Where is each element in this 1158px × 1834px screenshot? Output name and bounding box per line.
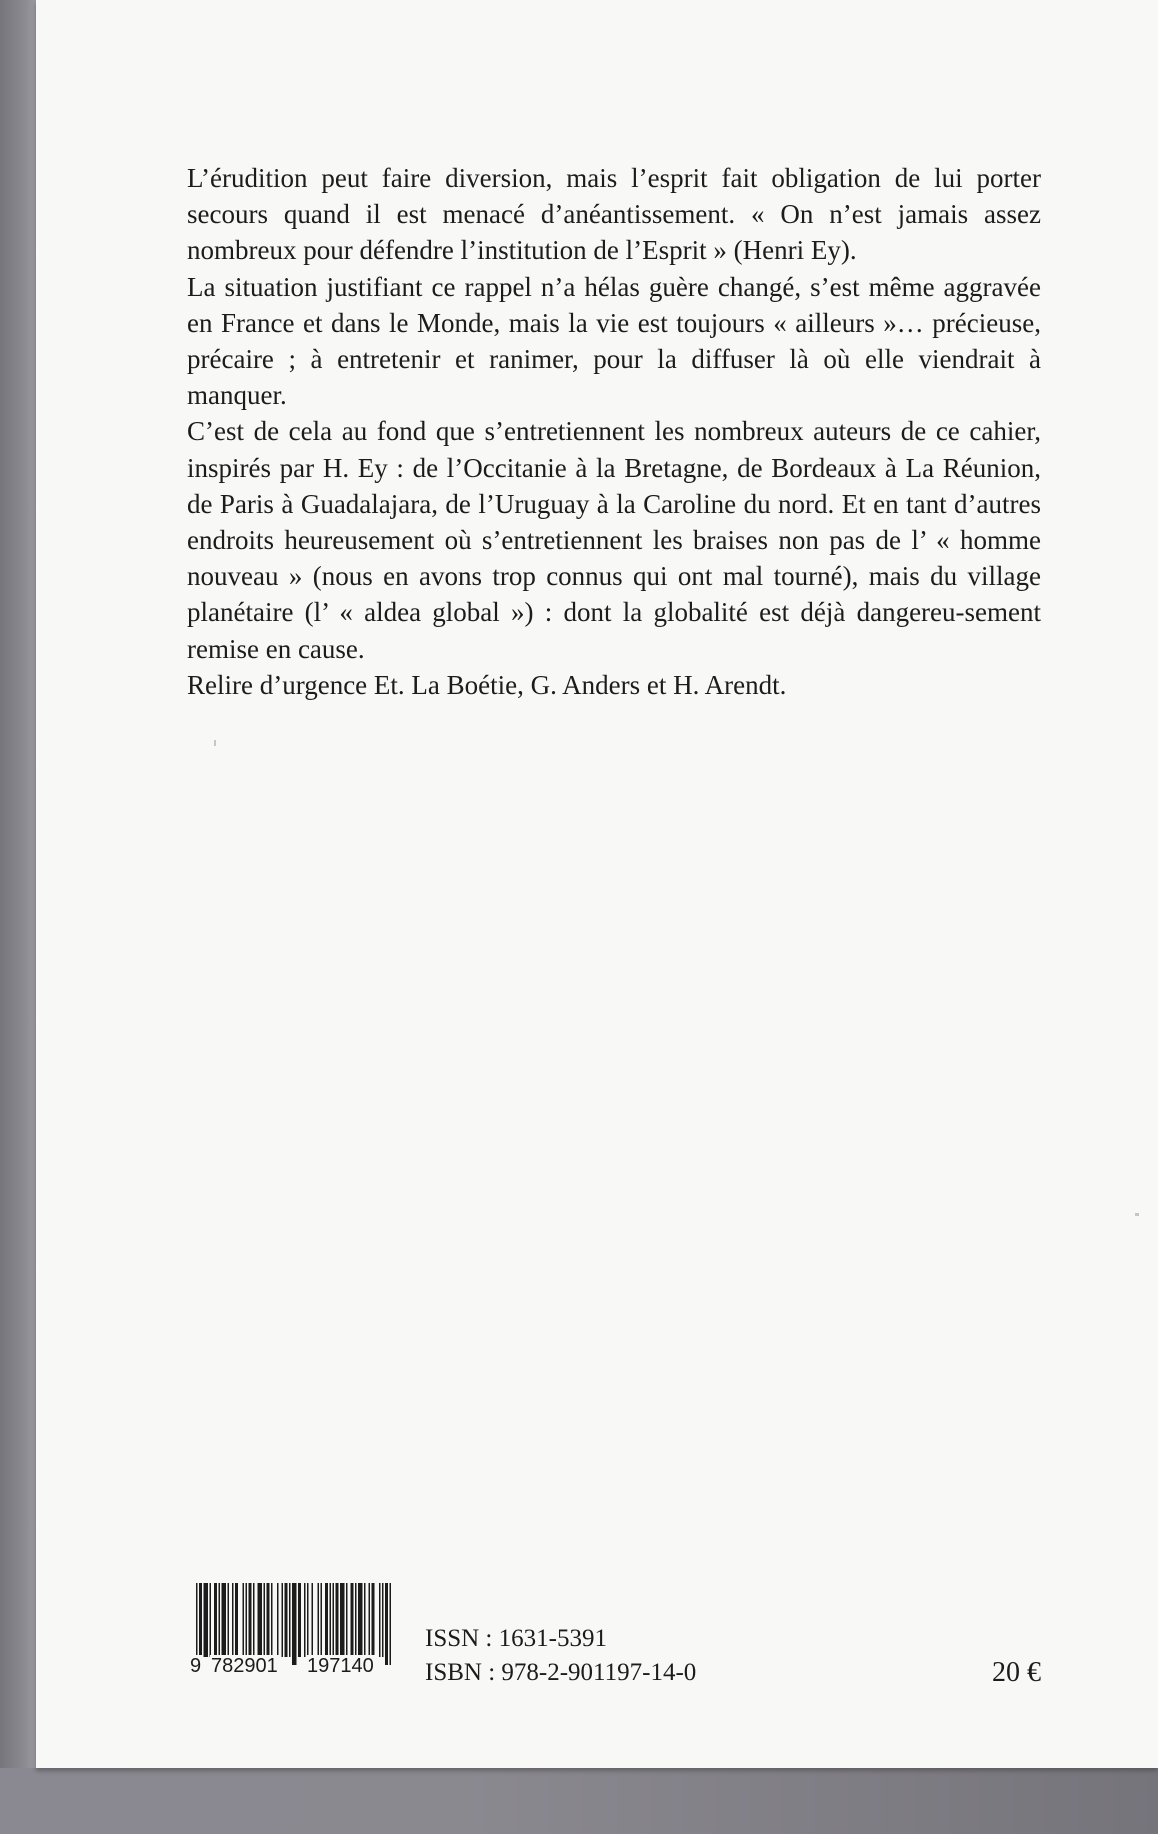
barcode-bar (204, 1583, 209, 1657)
barcode-bar (298, 1583, 301, 1657)
isbn-barcode (194, 1583, 392, 1665)
barcode-bar (355, 1583, 357, 1657)
barcode-bar (369, 1583, 371, 1657)
barcode-bar (358, 1583, 363, 1657)
barcode-bar (325, 1583, 328, 1657)
barcode-bar (267, 1583, 270, 1657)
barcode-bar (364, 1583, 366, 1657)
barcode-bar (292, 1583, 297, 1665)
barcode-bar (321, 1583, 323, 1657)
blurb-paragraph: C’est de cela au fond que s’entretiennent les nombreux auteurs de ce cahier, inspirés par H. Ey : de l’Occitanie à la Bretagne, de Bordeaux à La Réunion, de Paris à Guadalajara, de l’Uruguay à la Caroline du nord. Et en tant d’autres endroits heureusement où s’entretiennent les braises non pas de l’ « homme nouveau » (nous en avons trop connus qui ont mal tourné), mais du village planétaire (l’ « aldea global ») : dont la globalité est déjà dangereu-sement remise en cause. (187, 416, 1041, 664)
barcode-bar (318, 1583, 320, 1657)
barcode-bar (304, 1583, 306, 1657)
paper-speck (214, 740, 216, 746)
barcode-bar (210, 1583, 212, 1657)
scanner-background-left (0, 0, 36, 1768)
barcode-bar (312, 1583, 314, 1657)
barcode-bar (214, 1583, 217, 1657)
barcode-bars (194, 1583, 392, 1665)
barcode-bar (330, 1583, 332, 1657)
blurb-paragraph: L’érudition peut faire diversion, mais l’esprit fait obligation de lui porter secours quand il est menacé d’anéantissement. « On n’est jamais assez nombreux pour défendre l’institution de l’Esprit » (Henri Ey). (187, 163, 1041, 266)
barcode-bar (277, 1583, 279, 1657)
barcode-bar (390, 1583, 392, 1665)
barcode-bar (351, 1583, 354, 1657)
barcode-bar (219, 1583, 221, 1657)
barcode-bar (235, 1583, 238, 1657)
barcode-bar (253, 1583, 255, 1657)
barcode-bar (196, 1583, 198, 1665)
barcode-bar (385, 1583, 388, 1665)
barcode-bar (258, 1583, 263, 1657)
barcode-digit-first: 9 (190, 1655, 202, 1677)
barcode-bar (340, 1583, 345, 1657)
barcode-bar (333, 1583, 335, 1657)
barcode-bar (243, 1583, 245, 1657)
barcode-bar (271, 1583, 273, 1657)
barcode-bar (264, 1583, 266, 1657)
barcode-bar (372, 1583, 375, 1657)
barcode-bar (336, 1583, 339, 1657)
barcode-bar (379, 1583, 381, 1657)
issn-number: ISSN : 1631-5391 (425, 1625, 607, 1652)
price-label: 20 € (992, 1657, 1041, 1688)
blurb-paragraph: La situation justifiant ce rappel n’a hélas guère changé, s’est même aggravée en France et dans le Monde, mais la vie est toujours « ailleurs »… précieuse, précaire ; à entretenir et ranimer, pour la diffuser là où elle viendrait à manquer. (187, 271, 1041, 411)
barcode-bar (289, 1583, 291, 1657)
paper-speck (1135, 1213, 1139, 1216)
barcode-bar (282, 1583, 284, 1657)
barcode-bar (346, 1583, 348, 1657)
barcode-digit-group-1: 782901 (211, 1655, 278, 1677)
barcode-bar (307, 1583, 309, 1657)
barcode-digit-group-2: 197140 (307, 1655, 374, 1677)
barcode-bar (232, 1583, 234, 1657)
blurb-paragraph: Relire d’urgence Et. La Boétie, G. Anders et H. Arendt. (187, 669, 787, 700)
back-cover-blurb (187, 160, 1041, 703)
barcode-bar (249, 1583, 252, 1657)
barcode-bar (382, 1583, 384, 1657)
barcode-bar (246, 1583, 248, 1657)
barcode-bar (222, 1583, 227, 1657)
barcode-digits (190, 1655, 396, 1681)
barcode-bar (285, 1583, 288, 1657)
barcode-bar (228, 1583, 230, 1657)
barcode-bar (199, 1583, 202, 1665)
scanner-background-bottom (0, 1768, 1158, 1834)
isbn-number: ISBN : 978-2-901197-14-0 (425, 1659, 697, 1686)
